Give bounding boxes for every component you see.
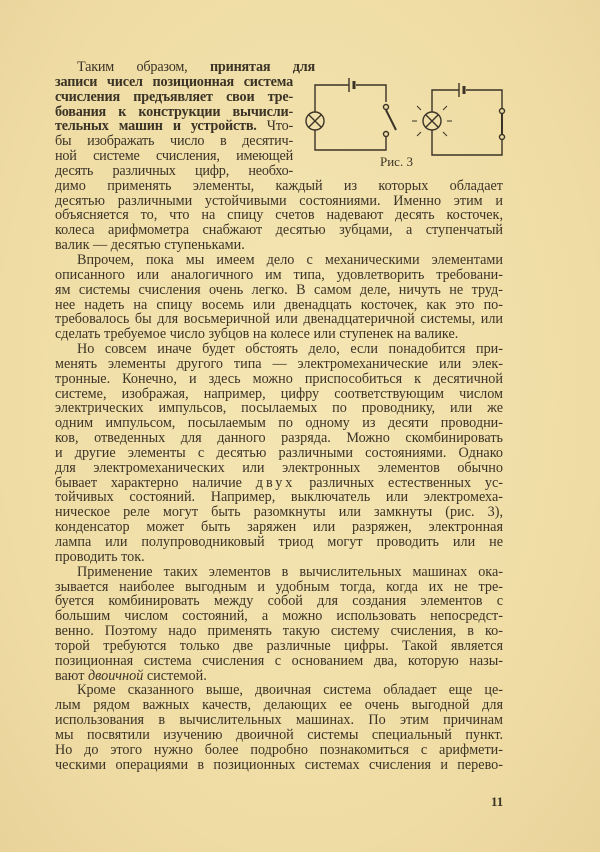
text-line [55,387,503,402]
text-line [55,431,503,446]
text-segment: буется комбинировать между собой для создания элементов с [55,593,503,610]
text-line [55,698,503,713]
text-segment: десять различных цифр, необхо- [55,162,293,179]
text-segment: одним импульсом, посылаемым по одному из десяти проводни- [55,415,503,432]
text-line [55,683,503,698]
text-segment: нее надеть на спицу восемь или двенадцать косточек, как это по- [55,296,503,313]
text-segment: Таким образом, [77,59,210,75]
text-line [55,357,503,372]
open-switch-icon [386,110,396,130]
text-line [55,208,503,223]
text-line [55,624,503,639]
text-segment: венно. Поэтому надо применять такую систему счисления, в ко- [55,623,503,640]
text-segment: тельных машин и устройств. [55,118,257,135]
text-line [55,669,503,684]
text-line [55,520,503,535]
text-line [55,164,293,179]
text-segment: Но до этого нужно более подробно познакомиться с арифмети- [55,741,503,758]
text-line [55,565,503,580]
text-segment: зывается наиболее выгодным и удобным тогда, когда их не тре- [55,578,503,595]
text-line [55,60,315,75]
text-line [55,238,503,253]
text-segment: Кроме сказанного выше, двоичная система обладает еще це- [77,682,503,699]
text-segment: системе, изображая, например, цифру соответствующим числом [55,385,503,402]
text-segment: проводить ток. [55,548,145,565]
text-line [55,476,503,491]
text-line [55,268,503,283]
text-line [55,194,503,209]
text-segment: различных естественных ус- [295,474,503,491]
text-line [55,639,503,654]
text-segment: ной системе счисления, имеющей [55,148,293,165]
text-segment: ническое реле могут быть разомкнуты или замкнуты (рис. 3), [55,504,503,521]
text-segment: тойчивых состояний. Например, выключатель или электромеха- [55,489,503,506]
open-circuit-diagram [306,78,396,150]
text-segment: требовалось бы для восьмеричной или двенадцатеричной системы, или [55,311,503,328]
text-segment: колеса арифмометра снабжают десятью зубцами, а ступенчатый [55,222,503,239]
text-line [55,372,503,387]
text-segment: большим числом состояний, а можно использовать непосредст- [55,608,503,625]
text-segment: ков, отведенных для данного разряда. Можно скомбинировать [55,430,503,447]
text-segment: двоичной [87,667,144,684]
text-line [55,119,293,134]
text-segment: валик — десятью ступеньками. [55,237,245,254]
text-segment: конденсатор может быть заряжен или разряжен, электронная [55,519,503,536]
text-line [55,149,293,164]
text-line [55,728,503,743]
text-segment: системой. [143,667,207,684]
text-segment: объясняется то, что на спицу счетов надевают десять косточек, [55,207,503,224]
text-segment: бы изображать число в десятич- [55,133,293,150]
text-line [55,609,503,624]
text-segment: торой требуются только две различные цифры. Такой является [55,637,503,654]
text-segment: описанного или аналогичного им типа, удовлетворить требовани- [55,266,503,283]
text-line [55,253,503,268]
text-line [55,550,503,565]
text-line [55,312,503,327]
text-line [55,342,503,357]
text-line [55,90,293,105]
figure-caption: Рис. 3 [380,154,413,169]
text-segment: десятью различными устойчивыми состояниями. Именно этим и [55,192,503,209]
text-segment: записи чисел позиционная система [55,73,293,90]
text-line [55,327,503,342]
text-segment: менять элементы другого типа — электромеханические или элек- [55,355,503,372]
text-segment: Что- [256,118,294,135]
text-line [55,401,503,416]
text-line [55,461,503,476]
text-segment: бывает характерно наличие [55,474,256,491]
text-line [55,594,503,609]
text-line [55,743,503,758]
text-segment: и другие элементы с десятью различными состояниями. Однако [55,444,503,461]
text-segment: позиционная система счисления с основанием два, которую назы- [55,652,503,669]
text-segment: принятая для [209,59,315,75]
text-line [55,105,293,120]
text-line [55,535,503,550]
text-line [55,416,503,431]
text-segment: лым рядом важных качеств, делающих ее очень выгодной для [55,697,503,714]
text-line [55,179,503,194]
page-number: 11 [491,794,504,809]
text-segment: лампа или полупроводниковый триод могут проводить или не [55,534,503,550]
text-segment: счисления предъявляет свои тре- [55,88,293,105]
text-segment: мы посвятили изучению двоичной системы специальный пункт. [55,726,503,743]
text-segment: для электромеханических или электронных элементов обычно [55,459,503,476]
text-line [55,580,503,595]
text-line [55,134,293,149]
text-segment: ям системы счисления очень легко. В самом деле, ничуть не труд- [55,281,503,298]
text-segment: бования к конструкции вычисли- [55,103,293,120]
text-line [55,758,503,773]
text-segment: ческими операциями в позиционных системах счисления и перево- [55,756,503,773]
text-line [55,446,503,461]
text-line [55,283,503,298]
text-segment: Впрочем, пока мы имеем дело с механическими элементами [77,251,503,268]
text-segment: электрических импульсов, посылаемых по проводнику, или же [55,400,503,417]
text-segment: использования в вычислительных машинах. По этим причинам [55,712,503,729]
closed-circuit-diagram [412,83,505,155]
text-line [55,654,503,669]
text-segment: двух [255,474,296,491]
text-segment: димо применять элементы, каждый из которых обладает [55,177,503,194]
text-line [55,298,503,313]
text-line [55,713,503,728]
text-line [55,223,503,238]
text-segment: сделать требуемое число зубцов на колесе или ступенек на валике. [55,326,459,343]
text-segment: вают [55,667,88,684]
text-line [55,490,503,505]
text-segment: тронные. Конечно, и здесь можно приспособиться к десятичной [55,370,503,387]
text-segment: Но совсем иначе будет обстоять дело, если понадобится при- [77,341,503,358]
text-segment: Применение таких элементов в вычислительных машинах ока- [77,563,503,580]
text-line [55,505,503,520]
text-line [55,75,293,90]
